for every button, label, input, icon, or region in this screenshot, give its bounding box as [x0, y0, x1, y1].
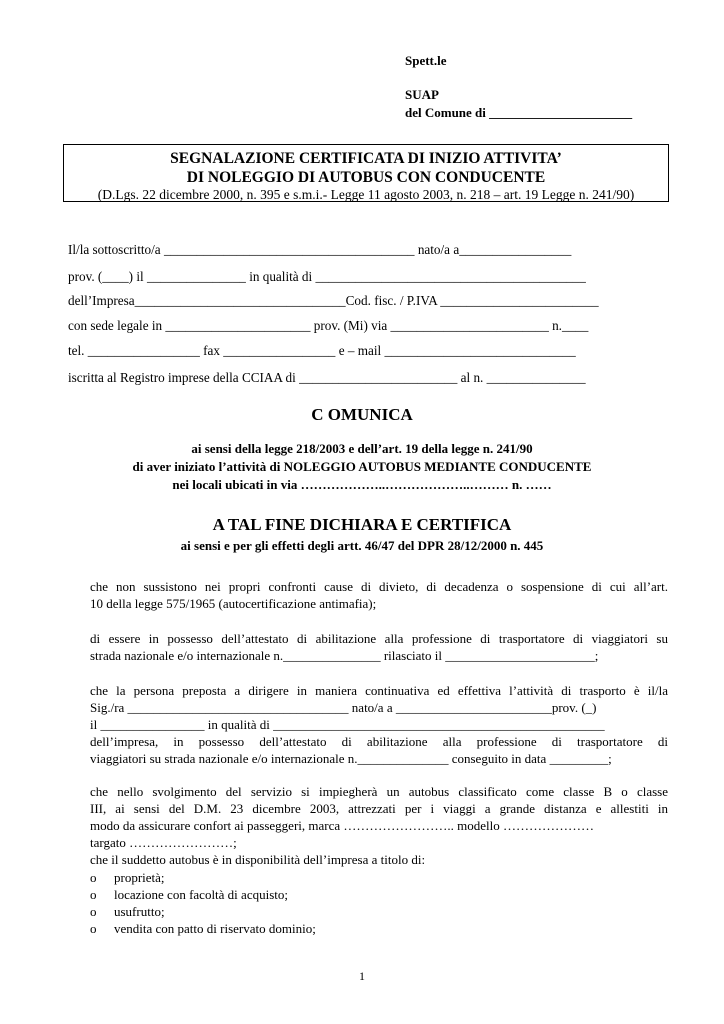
circle-bullet-icon: o [90, 887, 97, 902]
declaration-text-line: targato ……………………; [90, 835, 237, 850]
document-title-line1: SEGNALAZIONE CERTIFICATA DI INIZIO ATTIVITA’ [170, 150, 562, 167]
declaration-text-line: viaggiatori su strada nazionale e/o internazionale n.______________ conseguito in data _________; [90, 751, 612, 766]
comunica-title: C OMUNICA [311, 405, 413, 424]
form-line-registry: iscritta al Registro imprese della CCIAA di ________________________ al n. _______________ [68, 370, 586, 385]
declaration-text-line: che non sussistono nei propri confronti cause di divieto, di decadenza o sospensione di cui all’art. [90, 579, 668, 594]
page-number: 1 [359, 969, 365, 983]
recipient-office: SUAP [405, 87, 439, 102]
declaration-text-line: Sig./ra __________________________________ nato/a a ________________________prov. (_) [90, 700, 597, 715]
dichiara-subtitle: ai sensi e per gli effetti degli artt. 46/47 del DPR 28/12/2000 n. 445 [180, 538, 544, 553]
declaration-text-line: modo da assicurare confort ai passeggeri, marca …………………….. modello ………………… [90, 818, 594, 833]
list-item-label: vendita con patto di riservato dominio; [114, 921, 316, 936]
declaration-text-line: 10 della legge 575/1965 (autocertificazione antimafia); [90, 596, 377, 611]
declaration-text-line: che nello svolgimento del servizio si impiegherà un autobus classificato come classe B o classe [90, 784, 668, 799]
form-line-birth-role: prov. (____) il _______________ in qualità di _________________________________________ [68, 269, 586, 284]
comunica-line1: ai sensi della legge 218/2003 e dell’art. 19 della legge n. 241/90 [191, 441, 533, 456]
declaration-text-line: di essere in possesso dell’attestato di abilitazione alla professione di trasportatore di viaggiatori su [90, 631, 668, 646]
document-title-line2: DI NOLEGGIO DI AUTOBUS CON CONDUCENTE [186, 169, 546, 186]
document-header [63, 144, 669, 202]
declaration-text-line: dell’impresa, in possesso dell’attestato di abilitazione alla professione di trasportatore di [90, 734, 668, 749]
recipient-municipality: del Comune di ______________________ [405, 105, 633, 120]
circle-bullet-icon: o [90, 870, 97, 885]
form-line-contacts: tel. _________________ fax _________________ e – mail _____________________________ [68, 343, 576, 358]
form-line-company: dell’Impresa________________________________Cod. fisc. / P.IVA ________________________ [68, 293, 599, 308]
dichiara-title: A TAL FINE DICHIARA E CERTIFICA [212, 515, 512, 534]
document-legal-reference: (D.Lgs. 22 dicembre 2000, n. 395 e s.m.i.- Legge 11 agosto 2003, n. 218 – art. 19 Legge n. 241/90) [97, 187, 635, 202]
list-item-label: locazione con facoltà di acquisto; [114, 887, 288, 902]
recipient-greeting: Spett.le [405, 53, 447, 68]
comunica-line2: di aver iniziato l’attività di NOLEGGIO AUTOBUS MEDIANTE CONDUCENTE [132, 459, 592, 474]
form-line-declarant: Il/la sottoscritto/a ______________________________________ nato/a a_________________ [68, 242, 572, 257]
form-line-address: con sede legale in ______________________ prov. (Mi) via ________________________ n.____ [68, 318, 589, 333]
list-item-label: usufrutto; [114, 904, 165, 919]
declaration-text-line: strada nazionale e/o internazionale n._______________ rilasciato il _______________________; [90, 648, 599, 663]
circle-bullet-icon: o [90, 904, 97, 919]
declaration-text-line: il ________________ in qualità di ___________________________________________________ [90, 717, 605, 732]
circle-bullet-icon: o [90, 921, 97, 936]
declaration-text-line: che la persona preposta a dirigere in maniera continuativa ed effettiva l’attività di trasporto è il/la [90, 683, 668, 698]
declaration-text-line: III, ai sensi del D.M. 23 dicembre 2003, attrezzati per i viaggi a grande distanza e allestiti in [90, 801, 668, 816]
declaration-text-line: che il suddetto autobus è in disponibilità dell’impresa a titolo di: [90, 852, 426, 867]
comunica-line3: nei locali ubicati in via ………………..………………..……… n. …… [172, 477, 552, 492]
list-item-label: proprietà; [114, 870, 165, 885]
